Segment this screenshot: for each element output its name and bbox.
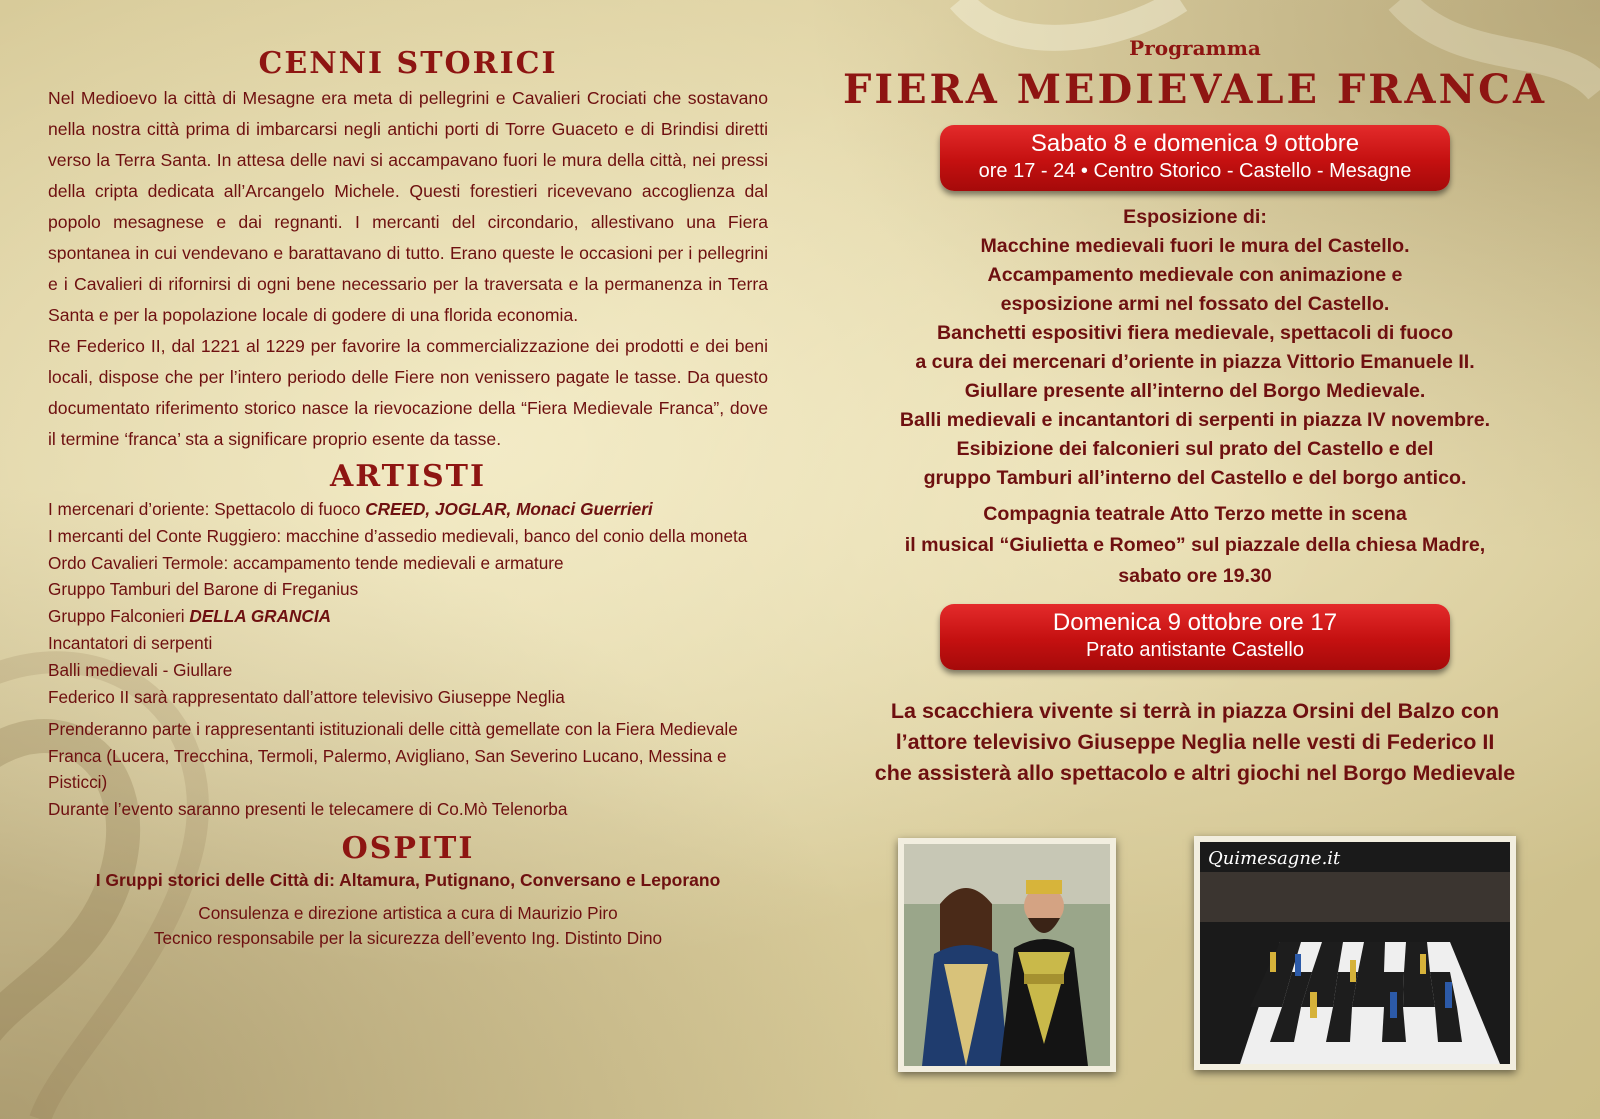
sunday-banner-line2: Prato antistante Castello — [1086, 639, 1304, 661]
esposizione-block — [810, 203, 1580, 493]
list-item: Ordo Cavalieri Termole: accampamento tende medievali e armature — [48, 552, 564, 573]
consulenza-text: Consulenza e direzione artistica a cura di Maurizio Piro — [198, 902, 618, 923]
esposizione-line: Giullare presente all’interno del Borgo Medievale. — [964, 380, 1426, 402]
list-item: Balli medievali - Giullare — [48, 659, 233, 680]
partecipazione-text: Prenderanno parte i rappresentanti istituzionali delle città gemellate con la Fiera Medievale Franca (Lucera, Trecchina, Termoli, Palermo, Avigliano, San Severino Lucano, Messina e Pisticci) — [48, 719, 738, 793]
list-item: Gruppo Tamburi del Barone di Freganius — [48, 579, 359, 600]
musical-block — [810, 499, 1580, 592]
artisti-title: ARTISTI — [329, 459, 487, 494]
musical-line: Compagnia teatrale Atto Terzo mette in scena — [983, 503, 1407, 525]
esposizione-line: esposizione armi nel fossato del Castello. — [1000, 293, 1390, 315]
scacchiera-vivente-photo — [1194, 836, 1516, 1070]
esposizione-line: Accampamento medievale con animazione e — [987, 264, 1403, 286]
scacchiera-block — [810, 696, 1580, 789]
list-item: Gruppo Falconieri DELLA GRANCIA — [48, 606, 332, 627]
date-banner — [940, 125, 1450, 191]
esposizione-line: Balli medievali e incantantori di serpenti in piazza IV novembre. — [899, 409, 1491, 431]
esposizione-line: gruppo Tamburi all’interno del Castello e del borgo antico. — [923, 467, 1467, 489]
sunday-banner — [940, 604, 1450, 670]
artisti-list — [48, 496, 768, 710]
esposizione-line: Esibizione dei falconieri sul prato del Castello e del — [956, 438, 1434, 460]
tecnico-text: Tecnico responsabile per la sicurezza dell’evento Ing. Distinto Dino — [153, 927, 663, 948]
programma-label: Programma — [1129, 36, 1261, 60]
date-banner-line2: ore 17 - 24 • Centro Storico - Castello - Mesagne — [978, 160, 1412, 182]
ospiti-title: OSPITI — [341, 830, 475, 866]
cenni-storici-paragraph-2: Re Federico II, dal 1221 al 1229 per favorire la commercializzazione dei prodotti e dei beni locali, dispose che per l’intero periodo delle Fiere non venissero pagate le tasse. Da questo documentato riferimento storico nasce la rievocazione della “Fiera Medievale Franca”, dove il termine ‘franca’ sta a significare proprio esente da tasse. — [48, 336, 768, 449]
esposizione-line: a cura dei mercenari d’oriente in piazza Vittorio Emanuele II. — [915, 351, 1475, 373]
list-item: I mercanti del Conte Ruggiero: macchine d’assedio medievali, banco del conio della moneta — [48, 525, 748, 546]
main-title: FIERA MEDIEVALE FRANCA — [842, 66, 1548, 113]
musical-line: sabato ore 19.30 — [1118, 565, 1272, 587]
telecamere-text: Durante l’evento saranno presenti le telecamere di Co.Mò Telenorba — [48, 798, 568, 819]
esposizione-line: Macchine medievali fuori le mura del Castello. — [980, 235, 1410, 257]
right-panel — [810, 36, 1580, 789]
scacchiera-line: La scacchiera vivente si terrà in piazza Orsini del Balzo con — [890, 699, 1500, 723]
ospiti-text: I Gruppi storici delle Città di: Altamura, Putignano, Conversano e Leporano — [95, 869, 721, 890]
scacchiera-line: l’attore televisivo Giuseppe Neglia nelle vesti di Federico II — [895, 730, 1495, 754]
scacchiera-line: che assisterà allo spettacolo e altri giochi nel Borgo Medievale — [874, 761, 1516, 785]
cenni-storici-paragraph-1: Nel Medioevo la città di Mesagne era meta di pellegrini e Cavalieri Crociati che sostavano nella nostra città prima di imbarcarsi negli antichi porti di Torre Guaceto e di Brindisi diretti verso la Terra Santa. In attesa delle navi si accampavano fuori le mura della città, nei pressi della cripta dedicata all’Arcangelo Michele. Questi forestieri ricevevano accoglienza dal popolo mesagnese e dai regnanti. I mercanti del circondario, allestivano una Fiera spontanea in cui vendevano e barattavano di tutto. Erano queste le occasioni per i pellegrini e i Cavalieri di rifornirsi di ogni bene necessario per la traversata e la permanenza in Terra Santa e per la popolazione locale di godere di una florida economia. — [48, 88, 768, 325]
musical-line: il musical “Giulietta e Romeo” sul piazzale della chiesa Madre, — [904, 534, 1486, 556]
list-item: Federico II sarà rappresentato dall’attore televisivo Giuseppe Neglia — [48, 686, 565, 707]
federico-costume-photo — [898, 838, 1116, 1072]
cenni-storici-title: CENNI STORICI — [258, 46, 558, 81]
left-panel — [48, 40, 768, 951]
list-item: Incantatori di serpenti — [48, 632, 213, 653]
esposizione-line: Esposizione di: — [1123, 206, 1267, 228]
esposizione-line: Banchetti espositivi fiera medievale, spettacoli di fuoco — [936, 322, 1454, 344]
list-item: I mercenari d’oriente: Spettacolo di fuoco CREED, JOGLAR, Monaci Guerrieri — [48, 499, 653, 519]
date-banner-line1: Sabato 8 e domenica 9 ottobre — [1030, 130, 1360, 157]
quimesagne-watermark: Quimesagne.it — [1208, 848, 1341, 869]
sunday-banner-line1: Domenica 9 ottobre ore 17 — [1052, 609, 1338, 636]
